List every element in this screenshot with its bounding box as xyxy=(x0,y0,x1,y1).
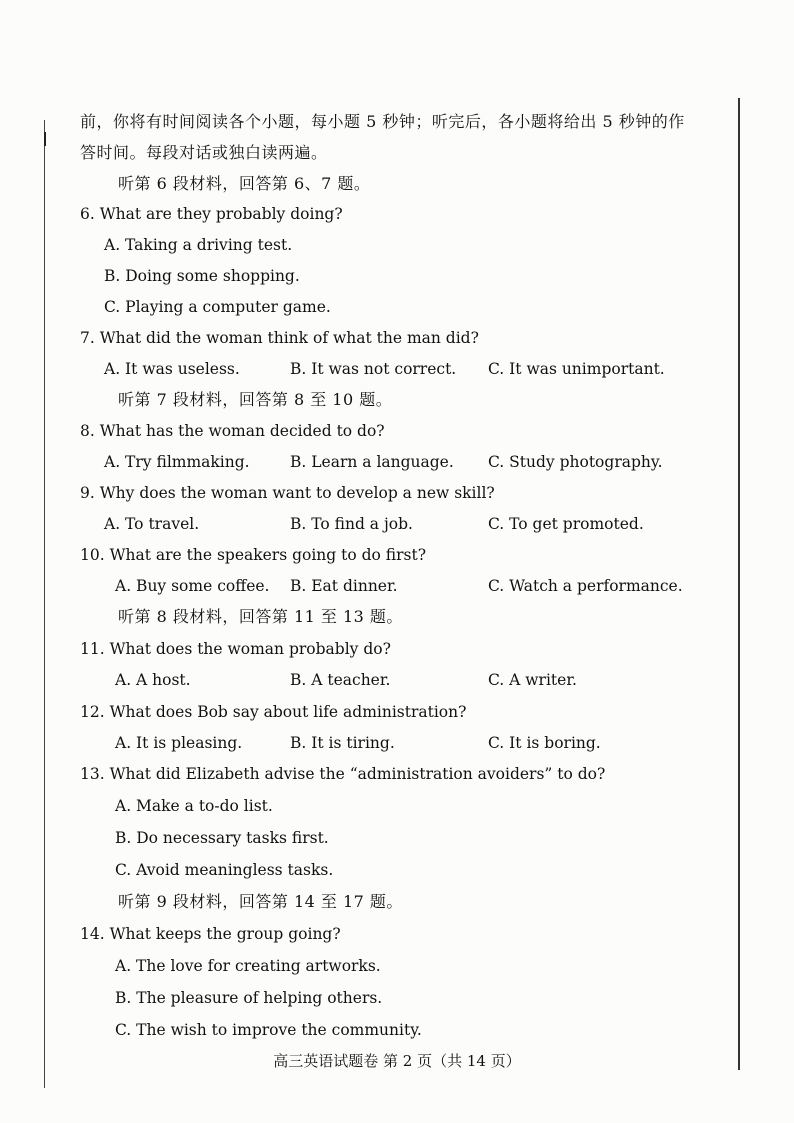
question-8-option-c: C. Study photography. xyxy=(488,453,663,471)
intro-line-1: 前，你将有时间阅读各个小题，每小题 5 秒钟；听完后，各小题将给出 5 秒钟的作 xyxy=(80,112,685,131)
question-11-option-a: A. A host. xyxy=(115,671,191,689)
question-10-option-b: B. Eat dinner. xyxy=(290,577,398,595)
question-7-stem: 7. What did the woman think of what the man did? xyxy=(80,329,479,347)
question-14-option-c: C. The wish to improve the community. xyxy=(115,1021,422,1039)
intro-line-2: 答时间。每段对话或独白读两遍。 xyxy=(80,143,328,162)
question-10-option-a: A. Buy some coffee. xyxy=(115,577,270,595)
question-9-option-a: A. To travel. xyxy=(104,515,200,533)
section-heading-6: 听第 6 段材料，回答第 6、7 题。 xyxy=(118,174,371,193)
question-6-option-c: C. Playing a computer game. xyxy=(104,298,331,316)
question-13-stem: 13. What did Elizabeth advise the “administration avoiders” to do? xyxy=(80,765,606,783)
question-6-option-a: A. Taking a driving test. xyxy=(104,236,293,254)
question-9-option-c: C. To get promoted. xyxy=(488,515,644,533)
question-14-option-a: A. The love for creating artworks. xyxy=(115,957,381,975)
section-heading-9: 听第 9 段材料，回答第 14 至 17 题。 xyxy=(118,892,403,911)
section-heading-7: 听第 7 段材料，回答第 8 至 10 题。 xyxy=(118,390,393,409)
question-9-stem: 9. Why does the woman want to develop a new skill? xyxy=(80,484,495,502)
question-6-option-b: B. Doing some shopping. xyxy=(104,267,300,285)
question-12-option-c: C. It is boring. xyxy=(488,734,601,752)
left-margin-tick xyxy=(44,132,46,146)
section-heading-8: 听第 8 段材料，回答第 11 至 13 题。 xyxy=(118,607,403,626)
question-11-stem: 11. What does the woman probably do? xyxy=(80,640,391,658)
question-13-option-b: B. Do necessary tasks first. xyxy=(115,829,329,847)
page-footer: 高三英语试题卷 第 2 页（共 14 页） xyxy=(273,1052,521,1070)
question-14-option-b: B. The pleasure of helping others. xyxy=(115,989,383,1007)
question-7-option-a: A. It was useless. xyxy=(104,360,240,378)
question-8-stem: 8. What has the woman decided to do? xyxy=(80,422,385,440)
question-8-option-a: A. Try filmmaking. xyxy=(104,453,250,471)
question-13-option-a: A. Make a to-do list. xyxy=(115,797,273,815)
question-12-option-a: A. It is pleasing. xyxy=(115,734,243,752)
question-13-option-c: C. Avoid meaningless tasks. xyxy=(115,861,334,879)
question-9-option-b: B. To find a job. xyxy=(290,515,413,533)
question-11-option-c: C. A writer. xyxy=(488,671,577,689)
question-11-option-b: B. A teacher. xyxy=(290,671,391,689)
question-6-stem: 6. What are they probably doing? xyxy=(80,205,343,223)
question-10-stem: 10. What are the speakers going to do first? xyxy=(80,546,427,564)
right-margin-rule xyxy=(738,98,740,1070)
question-12-stem: 12. What does Bob say about life administration? xyxy=(80,703,467,721)
question-7-option-c: C. It was unimportant. xyxy=(488,360,665,378)
question-14-stem: 14. What keeps the group going? xyxy=(80,925,341,943)
left-margin-rule xyxy=(44,120,45,1088)
question-12-option-b: B. It is tiring. xyxy=(290,734,395,752)
question-10-option-c: C. Watch a performance. xyxy=(488,577,683,595)
question-7-option-b: B. It was not correct. xyxy=(290,360,457,378)
question-8-option-b: B. Learn a language. xyxy=(290,453,454,471)
